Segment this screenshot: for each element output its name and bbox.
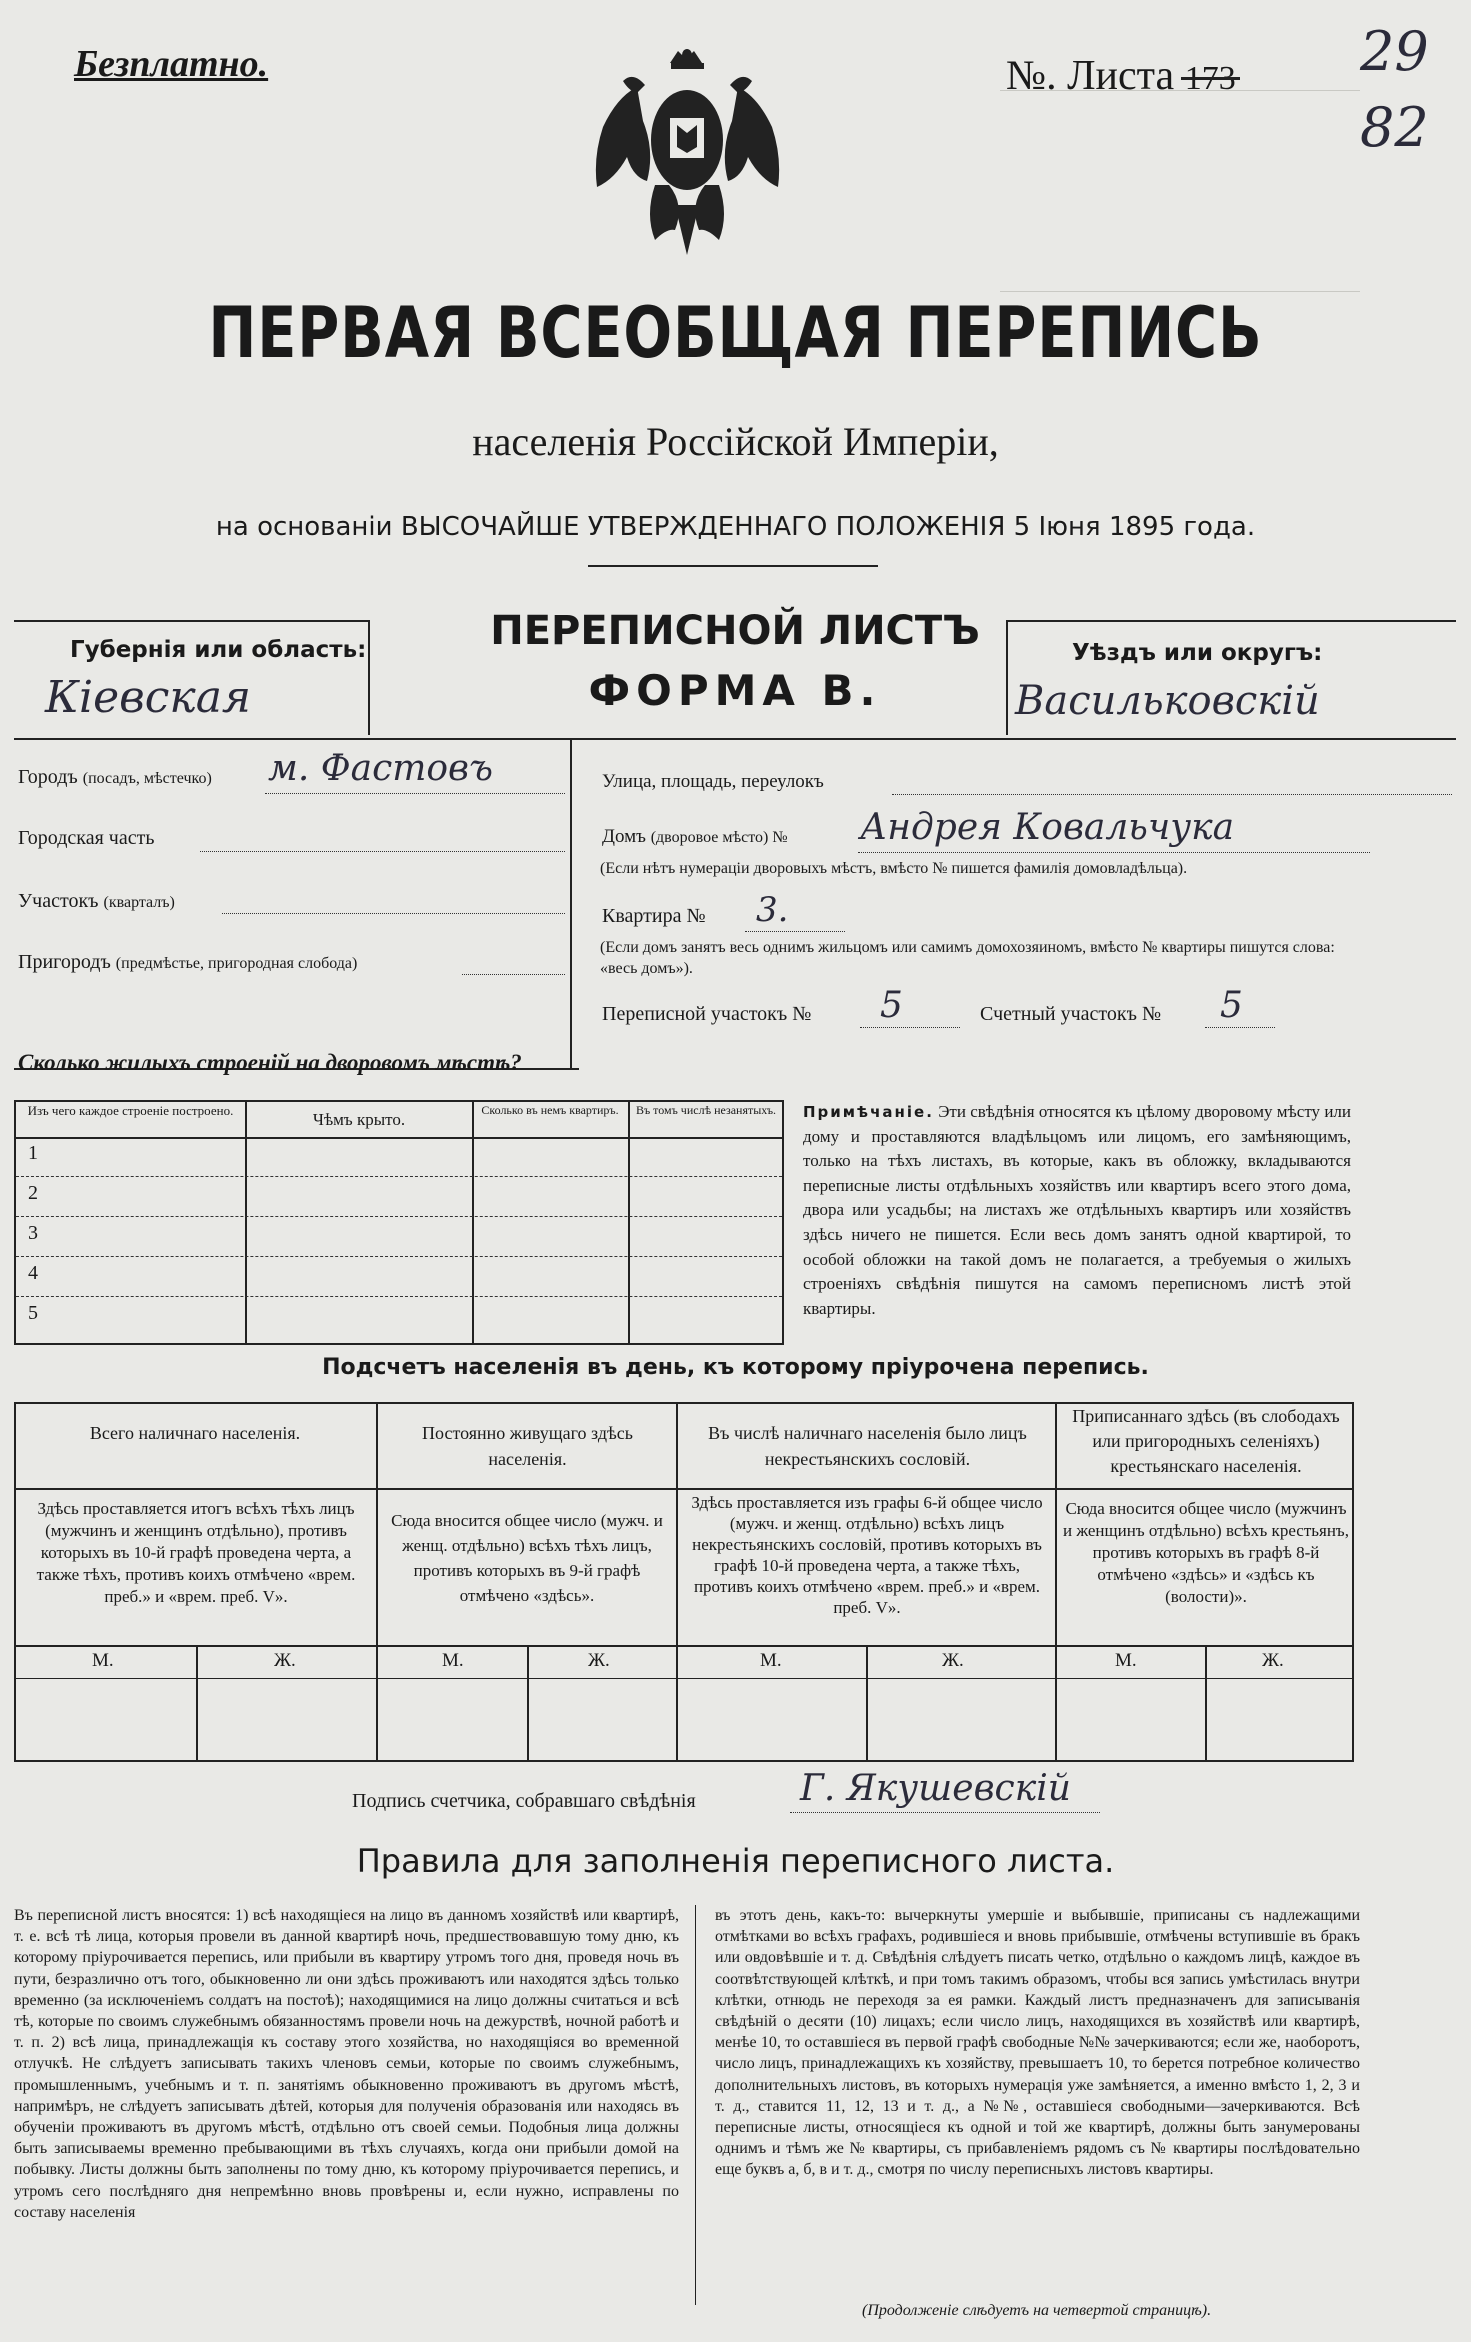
note-text: Эти свѣдѣнія относятся къ цѣлому дворовому мѣсту или дому и проставляются владѣльцомъ или лицомъ, его замѣняющимъ, только на тѣхъ листахъ, въ которые, какъ въ обложку, вкладываются переписные листы отдѣльныхъ хозяйствъ или квартиръ всего этого дома, двора или усадьбы; на листахъ же отдѣльныхъ квартиръ или хозяйствъ здѣсь ничего не пишется. Если весь домъ занятъ одной квартирой, то особой обложки на такой домъ не полагается, а требуемыя о жилыхъ строеніяхъ свѣдѣнія пишутся на самомъ переписномъ листѣ этой квартиры.: [803, 1102, 1351, 1318]
tally-mf-split-1: [196, 1645, 198, 1762]
house-line: [858, 852, 1370, 853]
tally-2-female: Ж.: [588, 1650, 610, 1671]
apartment-line: [745, 931, 845, 932]
rules-right-column: въ этотъ день, какъ-то: вычеркнуты умершіе и выбывшіе, приписаны съ надлежащими отмѣтками во всѣхъ графахъ, родившіеся и вновь прибывшіе, отмѣчены вступившіе въ бракъ или овдовѣвшіе и т. д. Свѣдѣнія слѣдуетъ писать четко, отдѣльно о каждомъ лицѣ, каждое въ соотвѣтствующей клѣткѣ, и при томъ такимъ образомъ, чтобы вся запись умѣстилась внутри клѣтки, отнюдь не переходя за ея рамки. Каждый листъ предназначенъ для записыванія свѣдѣній о десяти (10) лицахъ; если число лицъ, находящихся въ хозяйствѣ или квартирѣ, менѣе 10, то оставшіеся въ первой графѣ свободные №№ зачеркиваются; если же, наоборотъ, число лицъ, принадлежащихъ къ хозяйству, превышаетъ 10, то берется потребное количество дополнительныхъ листовъ, въ которыхъ нумерація уже замѣняется, а именно вмѣсто 1, 2, 3 и т. д., ставится 11, 12, 13 и т. д., а №№, оставшіеся свободными—зачеркиваются. Всѣ переписные листы, относящіеся къ одной и той же квартирѣ, должны быть занумерованы однимъ и тѣмъ же № квартиры, съ прибавленіемъ рядомъ съ № квартиры послѣдовательно еще буквъ а, б, в и т. д., смотря по числу переписныхъ листовъ квартиры.: [715, 1907, 1360, 2179]
buildings-row-5: 5: [28, 1302, 38, 1324]
archive-mark-bottom: 82: [1360, 96, 1429, 159]
buildings-col-material: Изъ чего каждое строеніе построено.: [27, 1103, 234, 1118]
tally-body-rule: [14, 1645, 1354, 1647]
buildings-row-line: [16, 1256, 782, 1257]
tally-col-2-head: Постоянно живущаго здѣсь населенія.: [422, 1423, 633, 1469]
uezd-box-top: [1006, 620, 1456, 622]
buildings-row-1: 1: [28, 1142, 38, 1164]
uezd-label: Уѣздъ или округъ:: [1072, 640, 1323, 666]
city-label-text: Городъ: [18, 766, 78, 788]
bleed-through-lines: [1000, 90, 1360, 292]
street-line[interactable]: [892, 794, 1452, 795]
buildings-question: Сколько жилыхъ строеній на дворовомъ мѣстѣ?: [18, 1050, 522, 1075]
census-precinct-line: [860, 1027, 960, 1028]
gubernia-box-top: [14, 620, 369, 622]
tally-col-1-body: Здѣсь проставляется итогъ всѣхъ тѣхъ лицъ (мужчинъ и женщинъ отдѣльно), противъ которыхъ въ 10-й графѣ проведена черта, а также тѣхъ, противъ коихъ отмѣчено «врем. преб.» и «врем. преб. V».: [36, 1499, 356, 1606]
house-sublabel: (дворовое мѣсто) №: [650, 829, 788, 846]
precinct-sublabel: (кварталъ): [103, 894, 175, 911]
uezd-value[interactable]: Васильковскій: [1015, 678, 1320, 724]
tally-col-line-3: [1055, 1402, 1057, 1762]
buildings-col-roof: Чѣмъ крыто.: [312, 1110, 406, 1129]
tally-1-male: М.: [92, 1650, 114, 1671]
count-precinct-value[interactable]: 5: [1220, 985, 1243, 1026]
sheet-label-text: №. Листа: [1006, 53, 1175, 99]
gubernia-value[interactable]: Кіевская: [45, 672, 252, 723]
signature-label: Подпись счетчика, собравшаго свѣдѣнія: [352, 1790, 696, 1812]
buildings-col-vacant: Въ томъ числѣ незанятыхъ.: [635, 1103, 777, 1117]
apartment-value[interactable]: 3.: [756, 890, 789, 930]
signature-value[interactable]: Г. Якушевскій: [800, 1768, 1071, 1809]
tally-mf-split-2: [527, 1645, 529, 1762]
address-divider: [570, 738, 572, 1068]
suburb-sublabel: (предмѣстье, пригородная слобода): [115, 955, 358, 972]
tally-4-male: М.: [1115, 1650, 1137, 1671]
tally-col-3-body: Здѣсь проставляется изъ графы 6-й общее число (мужч. и женщ. отдѣльно) всѣхъ лицъ некрестьянскихъ сословій, противъ которыхъ въ графѣ 10-й проведена черта, а также тѣхъ, противъ коихъ отмѣчено «врем. преб.» и «врем. преб. V».: [691, 1493, 1043, 1617]
tally-col-3-head: Въ числѣ наличнаго населенія было лицъ некрестьянскихъ сословій.: [708, 1423, 1027, 1469]
note-block: [803, 1100, 1351, 1321]
tally-4-female: Ж.: [1262, 1650, 1284, 1671]
tally-col-2-body: Сюда вносится общее число (мужч. и женщ. отдѣльно) всѣхъ тѣхъ лицъ, противъ которыхъ въ 9-й графѣ отмѣчено «здѣсь».: [391, 1511, 663, 1605]
tally-3-male: М.: [760, 1650, 782, 1671]
tally-col-4-head: Приписаннаго здѣсь (въ слободахъ или пригородныхъ селеніяхъ) крестьянскаго населенія.: [1072, 1406, 1340, 1476]
form-header-bottom-rule: [14, 738, 1456, 740]
note-label: Примѣчаніе.: [803, 1103, 934, 1121]
rules-continued: (Продолженіе слѣдуетъ на четвертой страницѣ).: [862, 2302, 1212, 2319]
precinct-label-text: Участокъ: [18, 890, 99, 912]
double-headed-eagle-icon: [585, 45, 790, 265]
sheet-number-label: [1006, 52, 1236, 100]
uezd-box-side: [1006, 620, 1008, 735]
tally-mf-split-3: [866, 1645, 868, 1762]
free-label: Безплатно.: [74, 43, 269, 85]
precinct-line[interactable]: [222, 913, 565, 914]
sheet-number-struck: [1185, 60, 1236, 98]
form-code: ФОРМА В.: [588, 666, 882, 715]
tally-head-rule: [14, 1488, 1354, 1490]
census-precinct-label: Переписной участокъ №: [602, 1003, 812, 1025]
bleed-through-text: [40, 95, 170, 117]
house-value[interactable]: Андрея Ковальчука: [860, 807, 1235, 848]
signature-line: [790, 1812, 1100, 1813]
district-line[interactable]: [200, 851, 565, 852]
suburb-label: [18, 951, 357, 974]
tally-col-4-body: Сюда вносится общее число (мужчинъ и женщинъ отдѣльно) всѣхъ крестьянъ, противъ которыхъ въ графѣ 8-й отмѣчено «здѣсь» и «здѣсь къ (волости)».: [1063, 1499, 1349, 1606]
tally-col-line-2: [676, 1402, 678, 1762]
precinct-label: [18, 890, 175, 913]
sheet-number-value: 173: [1184, 60, 1236, 97]
city-label: [18, 766, 212, 789]
count-precinct-label: Счетный участокъ №: [980, 1003, 1162, 1025]
district-label: Городская часть: [18, 827, 155, 849]
buildings-row-line: [16, 1216, 782, 1217]
buildings-col-apartments: Сколько въ немъ квартиръ.: [481, 1103, 619, 1117]
house-label-text: Домъ: [602, 826, 646, 847]
tally-title: Подсчетъ населенія въ день, къ которому пріурочена перепись.: [322, 1355, 1149, 1380]
buildings-header-rule: [14, 1137, 784, 1139]
archive-mark-top: 29: [1360, 20, 1429, 83]
buildings-row-line: [16, 1296, 782, 1297]
tally-col-line-1: [376, 1402, 378, 1762]
street-label: Улица, площадь, переулокъ: [602, 771, 824, 792]
count-precinct-line: [1205, 1027, 1275, 1028]
basis-line: на основаніи ВЫСОЧАЙШЕ УТВЕРЖДЕННАГО ПОЛОЖЕНІЯ 5 Іюня 1895 года.: [215, 512, 1256, 542]
city-sublabel: (посадъ, мѣстечко): [82, 770, 212, 787]
gubernia-label: Губернія или область:: [70, 637, 367, 663]
house-label: [602, 826, 788, 848]
tally-3-female: Ж.: [942, 1650, 964, 1671]
rules-title: Правила для заполненія переписного листа.: [356, 1842, 1115, 1880]
buildings-row-4: 4: [28, 1262, 38, 1284]
tally-1-female: Ж.: [274, 1650, 296, 1671]
apartment-note: (Если домъ занятъ весь однимъ жильцомъ или самимъ домохозяиномъ, вмѣсто № квартиры пишутся слова: «весь домъ»).: [600, 939, 1335, 977]
buildings-row-line: [16, 1176, 782, 1177]
tally-2-male: М.: [442, 1650, 464, 1671]
house-note: (Если нѣтъ нумераціи дворовыхъ мѣстъ, вмѣсто № пишется фамилія домовладѣльца).: [600, 860, 1188, 877]
apartment-label: Квартира №: [602, 905, 706, 927]
buildings-row-2: 2: [28, 1182, 38, 1204]
city-line: [265, 793, 565, 794]
tally-mf-rule: [14, 1678, 1354, 1679]
city-value[interactable]: м. Фастовъ: [268, 748, 493, 789]
census-precinct-value[interactable]: 5: [880, 985, 903, 1026]
suburb-line[interactable]: [462, 974, 565, 975]
title-rule: [588, 565, 878, 567]
page-title: ПЕРВАЯ ВСЕОБЩАЯ ПЕРЕПИСЬ: [208, 292, 1263, 374]
form-name: ПЕРЕПИСНОЙ ЛИСТЪ: [490, 608, 980, 654]
page-subtitle: населенія Россійской Имперіи,: [472, 419, 999, 464]
suburb-label-text: Пригородъ: [18, 951, 111, 973]
tally-mf-split-4: [1205, 1645, 1207, 1762]
tally-col-1-head: Всего наличнаго населенія.: [89, 1423, 301, 1443]
buildings-row-3: 3: [28, 1222, 38, 1244]
rules-column-divider: [695, 1905, 696, 2305]
rules-left-column: Въ переписной листъ вносятся: 1) всѣ находящіеся на лицо въ данномъ хозяйствѣ или квартирѣ, т. е. всѣ тѣ лица, которыя провели въ данной квартирѣ ночь, предшествовавшую тому дню, къ которому пріурочивается перепись, или прибыли въ квартиру утромъ того дня, проведя ночь въ пути, безразлично отъ того, обыкновенно ли они здѣсь проживаютъ или находятся здѣсь только временно (за исключеніемъ солдатъ на постоѣ); находящимися на лицо должны считаться и всѣ тѣ, которые по своимъ служебнымъ обязанностямъ провели ночь на дежурствѣ, ночной работѣ и т. п. 2) всѣ лица, принадлежащія къ составу этого хозяйства, но находящіяся во временной отлучкѣ. Не слѣдуетъ записывать такихъ членовъ семьи, которые по своимъ служебнымъ, промышленнымъ, учебнымъ и т. п. занятіямъ обыкновенно проживаютъ въ другомъ мѣстѣ, напримѣръ, не слѣдуетъ записывать дѣтей, которыя для полученія образованія или находясь въ обученіи проживаютъ въ другомъ мѣстѣ, отдѣльно отъ своей семьи. Подобныя лица должны быть записываемы временно пребывающими въ тѣхъ случаяхъ, когда они прибыли домой на побывку. Листы должны быть заполнены по тому дню, къ которому пріурочивается перепись, и утромъ сего послѣдняго дня непремѣнно вновь провѣрены и, если нужно, исправлены по составу населенія: [14, 1907, 679, 2221]
